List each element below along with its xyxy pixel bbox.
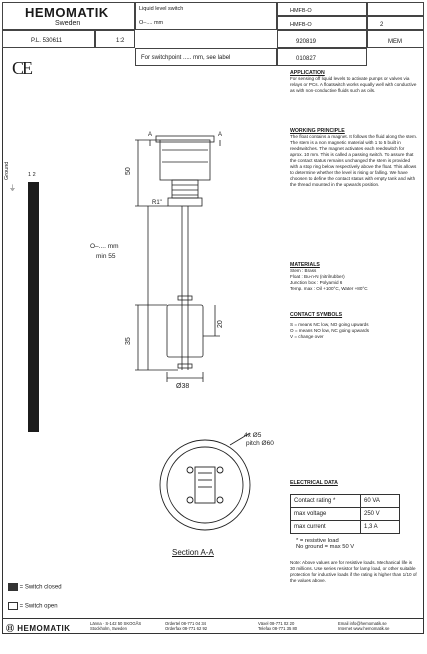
model-repeat-cell	[277, 16, 367, 30]
vaxel: Växel 08-771 02 20	[258, 621, 295, 626]
section-marker: A	[148, 132, 153, 138]
email: Email info@hemomatik.se	[338, 621, 387, 626]
date-cell	[277, 30, 367, 48]
pitch-label: pitch Ø60	[246, 440, 274, 447]
table-cell: max current	[291, 521, 361, 534]
footer-address	[90, 621, 141, 632]
table-row	[291, 495, 400, 508]
address-line: Länna · S-142 50 SKOGÅS	[90, 621, 142, 626]
diameter-label: Ø38	[176, 383, 190, 390]
internet: Internet www.hemomatik.se	[338, 626, 390, 632]
note-cell	[135, 48, 277, 66]
table-cell: 250 V	[361, 508, 400, 521]
company-cell	[2, 2, 135, 30]
company-name: HEMOMATIK	[25, 5, 109, 20]
footer-logo-icon: Ⓗ	[6, 624, 15, 633]
footer-web	[338, 621, 389, 632]
table-row	[291, 508, 400, 521]
plate-cell	[2, 30, 95, 48]
materials-line: Temp. max : Oil +100°C, Water +80°C	[290, 286, 368, 291]
electrical-table	[290, 494, 400, 534]
company-country: Sweden	[55, 20, 81, 27]
note-line: For switchpoint ..... mm, see label	[141, 55, 231, 61]
sign-cell	[367, 30, 424, 48]
junction-box	[160, 140, 210, 180]
length-label: O–.... mm	[90, 243, 119, 250]
footer-brand-text: HEMOMATIK	[17, 624, 71, 633]
float-switch-drawing	[90, 100, 270, 390]
thread-label: R1"	[152, 200, 162, 206]
table-cell: 60 VA	[361, 495, 400, 508]
model-repeat-text: HMFB-O	[290, 22, 312, 28]
electrical-section	[290, 480, 418, 584]
description-cell	[135, 2, 277, 30]
order-tel: Ordertel 08-771 04 34	[165, 621, 206, 626]
table-row	[291, 521, 400, 534]
sheet-text: 2	[380, 22, 384, 28]
working-principle-section	[290, 128, 418, 188]
telefax: Telefax 08-771 35 80	[258, 626, 298, 632]
table-cell: max voltage	[291, 508, 361, 521]
dim-50: 50	[125, 167, 132, 175]
legend-closed-label: = Switch closed	[19, 584, 62, 591]
pin-label: 1 2	[28, 172, 36, 178]
table-cell: 1,3 A	[361, 521, 400, 534]
table-cell: Contact rating *	[291, 495, 361, 508]
footer-phone	[258, 621, 297, 632]
ground-symbol: ⏚	[9, 185, 16, 192]
application-text: For sensing off liquid levels to activate pumps or valves via relays or PCs. A floatswitch works equally well with conductive as with non-conductive fluids such as oils.	[290, 76, 417, 93]
contact-symbols-section	[290, 312, 418, 340]
section-marker: A	[218, 132, 223, 138]
number-cell	[277, 48, 367, 66]
open-swatch	[8, 602, 18, 610]
holes-label: 4x Ø5	[244, 432, 262, 439]
footer-order	[165, 621, 207, 632]
date-text: 920819	[296, 39, 317, 45]
blank-cell	[367, 2, 424, 16]
materials-heading: MATERIALS	[290, 262, 320, 268]
application-section	[290, 70, 418, 94]
materials-line: Float : Bu-n-N (nitrilrubber)	[290, 274, 345, 279]
legend-open	[8, 602, 58, 610]
application-heading: APPLICATION	[290, 70, 325, 76]
closed-swatch	[8, 583, 18, 591]
min-label: min 55	[96, 253, 116, 260]
materials-line: Junction box : Polyamid 6	[290, 280, 343, 285]
contact-symbols-heading: CONTACT SYMBOLS	[290, 312, 343, 318]
contact-symbol-line: O = means NO low, NC going upwards	[290, 328, 370, 333]
ce-mark: CE	[12, 58, 32, 78]
footer-brand	[6, 623, 70, 634]
materials-line: Stem : Brass	[290, 268, 317, 273]
section-title: Section A-A	[172, 548, 214, 557]
switch-closed-bar	[28, 182, 39, 432]
contact-symbol-line: S = means NC low, NO going upwards	[290, 322, 369, 327]
description-text: Liquid level switch	[139, 6, 184, 12]
dim-35: 35	[125, 337, 132, 345]
float	[167, 305, 203, 357]
ground-label: Ground	[4, 161, 10, 180]
sheet-cell	[367, 16, 424, 30]
length-line: O–.... mm	[139, 20, 164, 26]
model-text: HMFB-O	[290, 8, 312, 14]
order-fax: Orderfax 08-771 62 92	[165, 626, 208, 632]
contact-symbol-line: V = change over	[290, 334, 324, 339]
scale-cell	[95, 30, 135, 48]
electrical-heading: ELECTRICAL DATA	[290, 480, 338, 486]
electrical-footnote: No ground = max 50 V	[296, 544, 355, 550]
model-cell	[277, 2, 367, 16]
legend-open-label: = Switch open	[19, 603, 58, 610]
materials-section	[290, 262, 418, 292]
sign-text: MEM	[388, 39, 402, 45]
dim-20: 20	[217, 320, 224, 328]
working-principle-heading: WORKING PRINCIPLE	[290, 128, 345, 134]
plate-label: P.L. 530611	[31, 38, 63, 44]
scale-label: 1:2	[116, 38, 125, 44]
address-line: Stockholm, Sweden	[90, 626, 128, 632]
number-text: 010827	[296, 56, 317, 62]
legend-closed	[8, 583, 62, 591]
electrical-footnote: * = resistive load	[296, 538, 339, 544]
electrical-note: Note: Above values are for resistive loads. Mechanical life is 30 millions. Use series resistor for lamp load, or other suitable protection for inductive loads if the rating is higher than 1/10 of the values above.	[290, 560, 417, 583]
working-principle-text: The float contains a magnet. It follows the fluid along the stem. The stem is a non magnetic material with 1 to 5 built in reedswitches. The magnet activates each reedswitch for aprox. 10 mm. This is called a passing switch. To assure that the contact status remains unchanged the stem is provided with a stop ring below respectively above the float. This allows to determine whether the level is rising or falling. We have choosen to define the contact status with empty tank and with the thread mounted in the upwards position.	[290, 134, 418, 187]
